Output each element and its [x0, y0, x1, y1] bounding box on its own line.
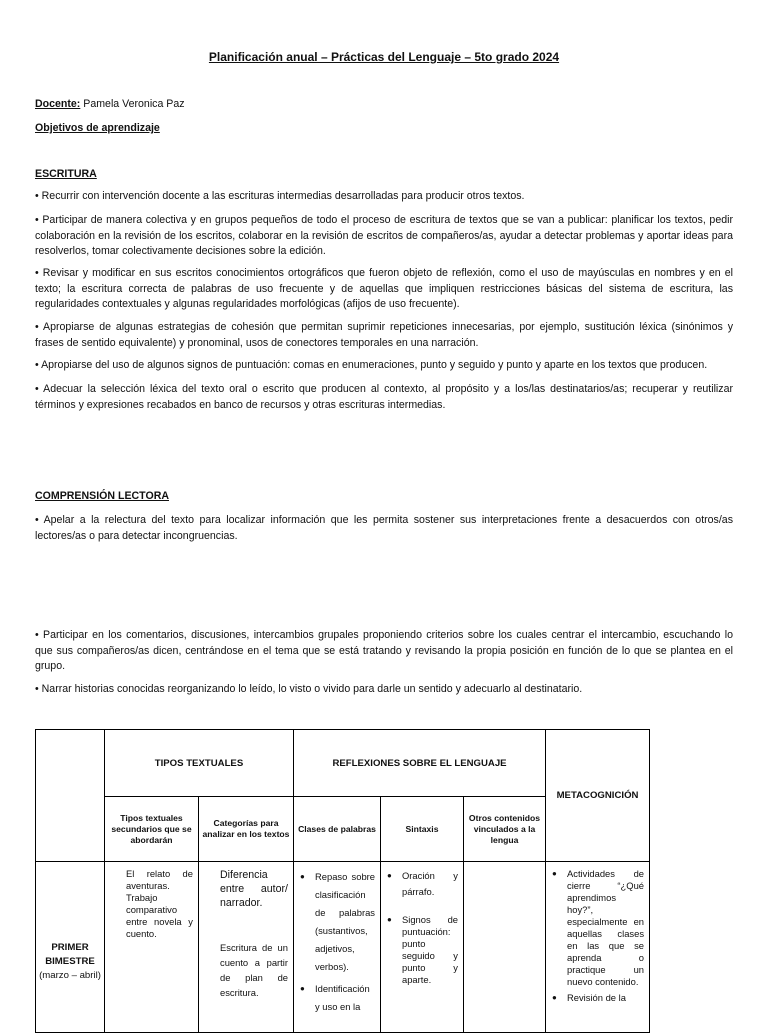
list-item: ● Actividades de cierre “¿Qué aprendimos hoy?”, especialmente en aquellas clases en las que se aprenda o practique un nuevo contenido.: [552, 868, 645, 987]
list-item: ● Oración y párrafo.: [387, 870, 458, 897]
categorias-header: Categorías para analizar en los textos: [199, 797, 294, 862]
bimestre-header-cell: [36, 730, 105, 862]
bullet-dot-icon: ●: [387, 871, 392, 880]
docente-name: Pamela Veronica Paz: [80, 98, 185, 110]
list-item: ● Identificación y uso en la: [299, 980, 375, 1016]
tipos-secundarios-header: Tipos textuales secundarios que se abordarán: [105, 797, 199, 862]
list-item: El relato de aventuras. Trabajo comparativo entre novela y cuento.: [126, 868, 193, 939]
metacognicion-header: METACOGNICIÓN: [546, 730, 650, 862]
categorias-items-cell: [199, 862, 294, 1033]
bimestre-name: PRIMER BIMESTRE: [45, 942, 95, 967]
planning-table: [35, 729, 650, 1033]
clases-items-cell: [294, 862, 381, 1033]
objetivos-heading: Objetivos de aprendizaje: [35, 122, 160, 134]
list-item: ● Repaso sobre clasificación de palabras (sustantivos, adjetivos, verbos).: [299, 868, 375, 976]
comprension-heading: COMPRENSIÓN LECTORA: [35, 490, 169, 502]
document-title: Planificación anual – Prácticas del Lenguaje – 5to grado 2024: [208, 50, 560, 64]
bullet-dot-icon: ●: [552, 869, 557, 878]
document-page: Planificación anual – Prácticas del Lenguaje – 5to grado 2024 Docente: Pamela Veronica Paz Objetivos de aprendizaje ESCRITURA • Recurrir con intervención docente a las escrituras intermedias desarrolladas para producir otros textos. • Participar de manera colectiva y en grupos pequeños de todo el proceso de escritura de textos que se van a publicar: planificar los textos, pedir colaboración en la revisión de los escritos, colaborar en la revisión de escritos de compañeros/as, ayudar a detectar problemas y aportar ideas para resolverlos, tomar colectivamente decisiones sobre la edición. • Revisar y modificar en sus escritos conocimientos ortográficos que fueron objeto de reflexión, como el uso de mayúsculas en nombres y en el texto; la escritura correcta de palabras de uso frecuente y de aquellas que impliquen restricciones básicas del sistema de escritura, las regularidades contextuales y algunas regularidades morfológicas (afijos de uso frecuente). • Apropiarse de algunas estrategias de cohesión que permitan suprimir repeticiones innecesarias, por ejemplo, sustitución léxica (sinónimos y frases de sentido equivalente) y pronominal, usos de conectores temporales en una narración. • Apropiarse del uso de algunos signos de puntuación: comas en enumeraciones, punto y seguido y punto y aparte en los textos que producen. • Adecuar la selección léxica del texto oral o escrito que producen al contexto, al propósito y a los/las destinatarios/as; recuperar y reutilizar términos y expresiones recabados en banco de recursos y otras escrituras intermedias. COMPRENSIÓN LECTORA • Apelar a la relectura del texto para localizar información que les permita sostener sus interpretaciones frente a desacuerdos con otros/as lectores/as o para detectar incongruencias. • Participar en los comentarios, discusiones, intercambios grupales proponiendo criterios sobre los cuales centrar el intercambio, escuchando lo que sus compañeros/as dicen, centrándose en el tema que se está tratando y revisando la propia posición en función de lo que se plantea en el grupo. • Narrar historias conocidas reorganizando lo leído, lo visto o vivido para darle un sentido y adecuarlo al destinatario. TIPOS TEXTUALES REFLEXIONES SOBRE EL LENGUAJE METACOGNICIÓN Tipos textuales secundarios que se abordarán Categorías para analizar en los textos Clases de palabras Sintaxis Otros contenidos vinculados a la lengua PRIMER BIMESTRE (marzo – abril) El relato de aventuras. Trabajo comparativo entre novela y cuento. Diferencia entre autor/ narrador. Escritura de un cuento a partir de plan de escritura. ● Repaso sobre clasificación de palabras (sustantivos, adjetivos, verbos). ● Identificación y uso en la ● Oración y párrafo. ● Signos de puntuación: punto seguido y punto y aparte. ● Actividades de cierre “¿Qué aprendimos hoy?”, especialmente en aquellas clases en las que se aprenda o practique un nuevo contenido. ● Revisión de la: [0, 0, 768, 1024]
docente-label: Docente:: [35, 98, 81, 110]
tipos-textuales-header: TIPOS TEXTUALES: [105, 730, 294, 797]
docente-line: [35, 97, 733, 113]
bullet-dot-icon: ●: [300, 872, 305, 881]
bullet-dot-icon: ●: [387, 915, 392, 924]
bullet-dot-icon: ●: [300, 984, 305, 993]
meta-items-cell: [546, 862, 650, 1033]
bimestre-cell: [36, 862, 105, 1033]
list-item: ● Revisión de la: [552, 992, 626, 1003]
list-item: ● Signos de puntuación: punto seguido y punto y aparte.: [387, 914, 458, 985]
reflexiones-header: REFLEXIONES SOBRE EL LENGUAJE: [294, 730, 546, 797]
bimestre-range: (marzo – abril): [39, 970, 101, 981]
sintaxis-header: Sintaxis: [381, 797, 464, 862]
clases-header: Clases de palabras: [294, 797, 381, 862]
tipos-items-cell: [105, 862, 199, 1033]
otros-items-cell: [464, 862, 546, 1033]
escritura-heading: ESCRITURA: [35, 168, 97, 180]
sintaxis-items-cell: [381, 862, 464, 1033]
list-item: Escritura de un cuento a partir de plan de escritura.: [220, 942, 288, 998]
list-item: Diferencia entre autor/ narrador.: [220, 869, 288, 909]
bullet-dot-icon: ●: [552, 993, 557, 1002]
otros-header: Otros contenidos vinculados a la lengua: [464, 797, 546, 862]
